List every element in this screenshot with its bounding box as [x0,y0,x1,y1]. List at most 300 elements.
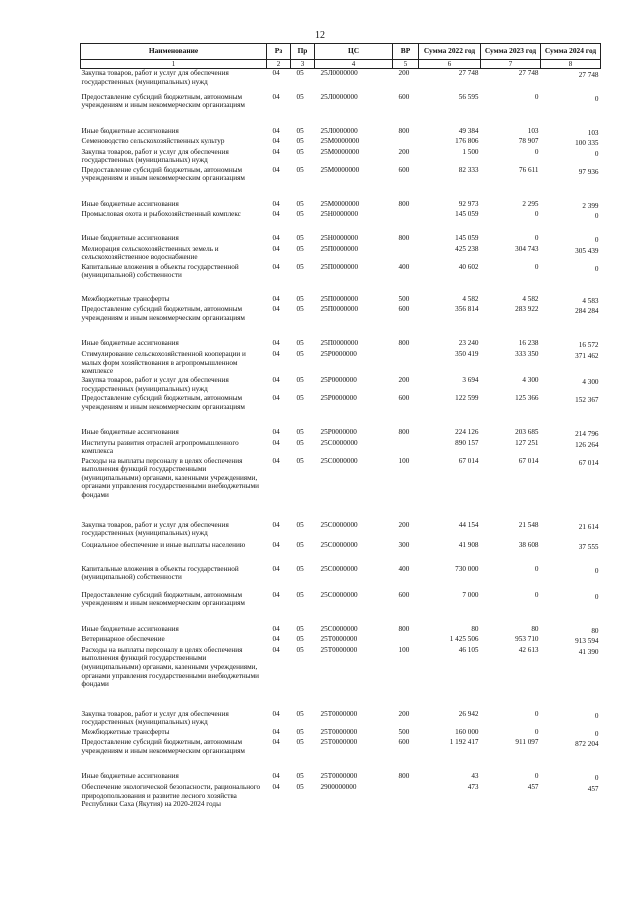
row-rz: 04 [272,520,280,529]
row-rz: 04 [272,126,280,135]
row-name: Капитальные вложения в объекты государственной (муниципальной) собственности [81,564,239,582]
row-sum-2024: 0 [594,774,599,783]
table-row [81,148,601,166]
row-rz: 04 [272,738,280,747]
row-sum-2022: 67 014 [458,456,479,465]
row-pr: 05 [296,376,304,385]
row-name: Межбюджетные трансферты [81,294,170,303]
row-cs: 25Т0000000 [320,645,358,654]
row-cs: 25М0000000 [320,165,360,174]
row-sum-2022: 80 [471,624,479,633]
row-sum-2022: 160 000 [455,727,479,736]
row-cs: 25Т0000000 [320,772,358,781]
row-cs: 25С0000000 [320,624,358,633]
row-name: Предоставление субсидий бюджетным, автономным учреждениям и иным некоммерческим организациям [81,590,245,608]
row-sum-2023: 0 [534,262,539,271]
table-row [81,69,601,93]
row-rz: 04 [272,783,280,792]
row-sum-2022: 145 059 [455,234,479,243]
row-vr: 500 [398,294,410,303]
row-name: Закупка товаров, работ и услуг для обеспечения государственных (муниципальных) нужд [81,709,229,727]
row-pr: 05 [296,738,304,747]
row-pr: 05 [296,727,304,736]
row-vr: 800 [398,339,410,348]
row-vr: 300 [398,540,410,549]
header-sum-2024: Сумма 2024 год [541,44,601,60]
row-sum-2022: 1 192 417 [449,738,479,747]
row-vr: 200 [398,147,410,156]
row-pr: 05 [296,69,304,77]
table-row [81,350,601,376]
row-vr: 500 [398,727,410,736]
row-name: Предоставление субсидий бюджетным, автономным учреждениям и иным некоммерческим организациям [81,394,245,411]
row-sum-2023: 4 300 [522,376,539,385]
row-rz: 04 [272,339,280,348]
row-cs: 25С0000000 [320,564,358,573]
row-sum-2023: 78 907 [518,137,539,146]
row-rz: 04 [272,394,280,403]
row-sum-2023: 333 350 [515,350,539,359]
row-sum-2024: 305 439 [575,246,599,255]
column-number: 3 [291,60,315,69]
row-cs: 25П0000000 [320,294,359,303]
row-name: Мелиорация сельскохозяйственных земель и сельскохозяйственное водоснабжение [81,244,219,262]
table-row [81,263,601,295]
row-vr [393,245,419,263]
row-name: Промысловая охота и рыбохозяйственный комплекс [81,210,241,219]
table-row [81,738,601,772]
row-sum-2023: 283 922 [515,305,539,314]
row-vr: 800 [398,428,410,437]
row-sum-2023: 103 [527,126,539,135]
column-number: 1 [81,60,267,69]
row-name: Предоставление субсидий бюджетным, автономным учреждениям и иным некоммерческим организациям [81,92,245,110]
row-sum-2024: 27 748 [578,71,599,79]
table-row [81,565,601,591]
row-pr: 05 [296,350,304,359]
row-sum-2024: 67 014 [578,458,599,467]
row-name: Закупка товаров, работ и услуг для обеспечения государственных (муниципальных) нужд [81,69,229,86]
row-rz: 04 [272,69,280,77]
row-pr: 05 [296,126,304,135]
row-pr: 05 [296,234,304,243]
row-sum-2024: 371 462 [575,352,599,361]
column-number-row [81,60,601,69]
row-sum-2022: 3 694 [462,376,479,385]
row-sum-2022: 176 806 [455,137,479,146]
row-sum-2022: 41 908 [458,540,479,549]
row-sum-2023: 0 [534,92,539,101]
row-pr: 05 [296,645,304,654]
row-sum-2024: 41 390 [578,647,599,656]
row-sum-2024: 103 [587,128,599,137]
row-sum-2024: 97 936 [578,167,599,176]
row-sum-2023: 125 366 [515,394,539,403]
row-rz: 04 [272,456,280,465]
row-pr: 05 [296,394,304,403]
row-rz: 04 [272,92,280,101]
table-body [81,69,601,820]
row-sum-2022: 122 599 [455,394,479,403]
column-number: 4 [315,60,393,69]
budget-table [80,43,601,819]
row-sum-2024: 457 [587,785,599,794]
row-cs: 25М0000000 [320,199,360,208]
row-rz: 04 [272,772,280,781]
row-vr: 800 [398,126,410,135]
row-pr: 05 [296,92,304,101]
row-sum-2023: 38 608 [518,540,539,549]
row-name: Иные бюджетные ассигнования [81,624,179,633]
row-vr [393,137,419,148]
row-sum-2023: 911 097 [515,738,539,747]
row-vr: 800 [398,772,410,781]
row-pr: 05 [296,520,304,529]
row-name: Предоставление субсидий бюджетным, автономным учреждениям и иным некоммерческим организациям [81,165,245,183]
row-name: Институты развития отраслей агропромышленного комплекса [81,438,239,456]
row-sum-2023: 304 743 [515,244,539,253]
row-sum-2022: 890 157 [455,438,479,447]
table-row [81,166,601,200]
row-cs: 25Р0000000 [320,376,357,385]
row-name: Иные бюджетные ассигнования [81,772,179,781]
row-cs: 25Т0000000 [320,738,358,747]
table-row [81,394,601,428]
table-row [81,541,601,565]
table-row [81,93,601,127]
row-rz: 04 [272,305,280,314]
row-sum-2024: 21 614 [578,522,599,531]
row-rz: 04 [272,428,280,437]
row-rz: 04 [272,234,280,243]
row-sum-2022: 92 973 [458,199,479,208]
row-name: Закупка товаров, работ и услуг для обеспечения государственных (муниципальных) нужд [81,147,229,165]
row-cs: 25Р0000000 [320,350,357,359]
row-sum-2024: 872 204 [575,740,599,749]
row-vr [393,210,419,234]
row-vr: 400 [398,564,410,573]
row-name: Предоставление субсидий бюджетным, автономным учреждениям и иным некоммерческим организациям [81,738,245,756]
row-vr: 600 [398,738,410,747]
column-number: 7 [481,60,541,69]
row-cs: 25Т0000000 [320,635,358,644]
row-name: Семеноводство сельскохозяйственных культур [81,137,225,146]
row-cs: 25Н0000000 [320,210,359,219]
row-pr: 05 [296,244,304,253]
row-cs: 25Л0000000 [320,92,358,101]
row-cs: 25П0000000 [320,244,359,253]
row-rz: 04 [272,709,280,718]
row-sum-2023: 2 295 [522,199,539,208]
row-rz: 04 [272,590,280,599]
row-pr: 05 [296,564,304,573]
table-row [81,305,601,339]
row-pr: 05 [296,624,304,633]
table-row [81,295,601,306]
row-vr [393,439,419,457]
row-cs: 25Л0000000 [320,69,358,77]
table-row [81,439,601,457]
column-number: 6 [419,60,481,69]
table-row [81,376,601,394]
table-row [81,710,601,728]
row-cs: 25Н0000000 [320,234,359,243]
row-sum-2022: 1 500 [462,147,479,156]
row-name: Стимулирование сельскохозяйственной кооперации и малых форм хозяйствования в агропромышленном комплексе [81,350,246,376]
row-sum-2022: 27 748 [458,69,479,77]
row-vr: 800 [398,234,410,243]
row-sum-2022: 56 595 [458,92,479,101]
header-cs: ЦС [315,44,393,60]
row-vr: 200 [398,376,410,385]
row-sum-2023: 0 [534,590,539,599]
header-rz: Рз [267,44,291,60]
row-sum-2023: 0 [534,564,539,573]
row-cs: 25Р0000000 [320,394,357,403]
row-sum-2024: 16 572 [578,341,599,350]
row-sum-2022: 350 419 [455,350,479,359]
row-sum-2024: 0 [594,149,599,158]
row-sum-2024: 0 [594,264,599,273]
header-pr: Пр [291,44,315,60]
row-sum-2024: 100 335 [575,139,599,148]
row-pr: 05 [296,262,304,271]
row-name: Расходы на выплаты персоналу в целях обеспечения выполнения функций государственными (муниципальными) органами, казенными учреждениями, органами управления государственными внебюджетными фондами [81,645,259,689]
row-pr: 05 [296,210,304,219]
table-row [81,646,601,710]
row-cs: 25М0000000 [320,147,360,156]
row-sum-2024: 214 796 [575,430,599,439]
row-sum-2022: 224 126 [455,428,479,437]
row-name: Иные бюджетные ассигнования [81,234,179,243]
row-cs: 25С0000000 [320,456,358,465]
row-sum-2022: 473 [467,783,479,792]
row-rz: 04 [272,199,280,208]
table-row [81,457,601,521]
row-sum-2022: 43 [471,772,479,781]
row-rz: 04 [272,244,280,253]
row-cs: 25М0000000 [320,137,360,146]
row-sum-2023: 0 [534,727,539,736]
row-sum-2022: 145 059 [455,210,479,219]
table-row [81,210,601,234]
row-sum-2023: 76 611 [519,165,539,174]
table-row [81,635,601,646]
row-pr: 05 [296,137,304,146]
row-vr: 600 [398,165,410,174]
header-name: Наименование [81,44,267,60]
page-number: 12 [315,30,325,41]
row-pr: 05 [296,165,304,174]
row-rz: 04 [272,635,280,644]
row-sum-2024: 152 367 [575,396,599,405]
table-row [81,339,601,350]
row-sum-2024: 284 284 [575,307,599,316]
row-sum-2022: 356 814 [455,305,479,314]
row-sum-2022: 49 384 [458,126,479,135]
row-sum-2023: 457 [527,783,539,792]
row-cs: 25П0000000 [320,262,359,271]
row-sum-2023: 127 251 [515,438,539,447]
row-rz: 04 [272,376,280,385]
row-pr: 05 [296,772,304,781]
column-number: 2 [267,60,291,69]
header-sum-2023: Сумма 2023 год [481,44,541,60]
row-sum-2023: 16 238 [518,339,539,348]
row-sum-2023: 4 582 [522,294,539,303]
table-row [81,728,601,739]
row-sum-2022: 26 942 [458,709,479,718]
row-pr: 05 [296,294,304,303]
row-rz: 04 [272,624,280,633]
row-sum-2023: 42 613 [518,645,539,654]
row-rz: 04 [272,147,280,156]
table-row [81,234,601,245]
row-name: Иные бюджетные ассигнования [81,428,179,437]
row-cs: 25П0000000 [320,305,359,314]
row-sum-2023: 67 014 [518,456,539,465]
row-vr: 600 [398,305,410,314]
row-cs: 25Т0000000 [320,709,358,718]
row-sum-2024: 2 399 [582,201,599,210]
table-row [81,521,601,541]
row-vr: 600 [398,590,410,599]
row-cs: 25С0000000 [320,540,358,549]
table-row [81,200,601,211]
row-name: Закупка товаров, работ и услуг для обеспечения государственных (муниципальных) нужд [81,520,229,538]
table-row [81,127,601,138]
row-pr: 05 [296,540,304,549]
row-rz: 04 [272,350,280,359]
row-sum-2024: 0 [594,592,599,601]
row-vr: 100 [398,456,410,465]
row-vr: 200 [398,69,410,77]
row-pr: 05 [296,635,304,644]
row-vr: 100 [398,645,410,654]
row-cs: 2900000000 [320,783,357,792]
column-number: 8 [541,60,601,69]
header-row [81,44,601,60]
row-pr: 05 [296,305,304,314]
row-name: Иные бюджетные ассигнования [81,339,179,348]
row-sum-2024: 0 [594,711,599,720]
row-vr [393,635,419,646]
row-pr: 05 [296,147,304,156]
table-row [81,625,601,636]
row-sum-2024: 37 555 [578,542,599,551]
row-pr: 05 [296,783,304,792]
row-pr: 05 [296,339,304,348]
row-rz: 04 [272,564,280,573]
row-sum-2023: 80 [531,624,539,633]
row-sum-2022: 23 240 [458,339,479,348]
row-sum-2022: 46 105 [458,645,479,654]
row-vr: 600 [398,394,410,403]
row-rz: 04 [272,727,280,736]
row-name: Иные бюджетные ассигнования [81,199,179,208]
row-rz: 04 [272,294,280,303]
row-sum-2024: 0 [594,94,599,103]
row-vr: 200 [398,520,410,529]
row-vr: 800 [398,624,410,633]
row-pr: 05 [296,456,304,465]
row-cs: 25Р0000000 [320,428,357,437]
row-sum-2023: 0 [534,709,539,718]
row-sum-2024: 0 [594,236,599,245]
row-name: Социальное обеспечение и иные выплаты населению [81,540,246,549]
header-sum-2022: Сумма 2022 год [419,44,481,60]
row-sum-2024: 80 [591,626,599,635]
row-sum-2024: 0 [594,729,599,738]
row-rz: 04 [272,438,280,447]
column-number: 5 [393,60,419,69]
row-sum-2023: 0 [534,210,539,219]
row-pr: 05 [296,709,304,718]
row-name: Иные бюджетные ассигнования [81,126,179,135]
row-sum-2022: 44 154 [458,520,479,529]
row-vr: 400 [398,262,410,271]
header-vr: ВР [393,44,419,60]
row-sum-2024: 4 300 [582,378,599,387]
row-sum-2022: 730 000 [455,564,479,573]
row-cs: 25Л0000000 [320,126,358,135]
row-rz: 04 [272,210,280,219]
row-cs: 25С0000000 [320,520,358,529]
row-cs: 25С0000000 [320,590,358,599]
row-rz: 04 [272,137,280,146]
row-name: Расходы на выплаты персоналу в целях обеспечения выполнения функций государственными (муниципальными) органами, казенными учреждениями, органами управления государственными внебюджетными фондами [81,456,259,500]
row-name: Ветеринарное обеспечение [81,635,165,644]
row-sum-2022: 4 582 [462,294,479,303]
row-sum-2024: 0 [594,212,599,221]
row-vr [393,783,419,819]
table-row [81,772,601,783]
row-pr: 05 [296,199,304,208]
row-sum-2022: 40 602 [458,262,479,271]
row-sum-2024: 126 264 [575,440,599,449]
row-pr: 05 [296,438,304,447]
row-sum-2023: 0 [534,234,539,243]
row-cs: 25П0000000 [320,339,359,348]
row-cs: 25Т0000000 [320,727,358,736]
row-sum-2022: 425 238 [455,244,479,253]
table-row [81,428,601,439]
row-vr: 200 [398,709,410,718]
row-rz: 04 [272,540,280,549]
row-sum-2022: 82 333 [458,165,479,174]
row-sum-2023: 0 [534,772,539,781]
row-name: Межбюджетные трансферты [81,727,170,736]
row-sum-2023: 953 710 [515,635,539,644]
row-name: Обеспечение экологической безопасности, рационального природопользования и развитие лесного хозяйства Республики Саха (Якутия) на 2020-2024 годы [81,783,261,809]
table-row [81,245,601,263]
row-sum-2022: 1 425 506 [449,635,479,644]
row-vr: 600 [398,92,410,101]
row-sum-2023: 0 [534,147,539,156]
row-name: Капитальные вложения в объекты государственной (муниципальной) собственности [81,262,239,280]
row-sum-2024: 913 594 [575,637,599,646]
row-rz: 04 [272,262,280,271]
table-row [81,137,601,148]
row-sum-2023: 21 548 [518,520,539,529]
row-sum-2023: 203 685 [515,428,539,437]
row-sum-2024: 0 [594,566,599,575]
row-sum-2022: 7 000 [462,590,479,599]
row-sum-2023: 27 748 [518,69,539,77]
row-vr: 800 [398,199,410,208]
row-rz: 04 [272,165,280,174]
row-vr [393,350,419,376]
